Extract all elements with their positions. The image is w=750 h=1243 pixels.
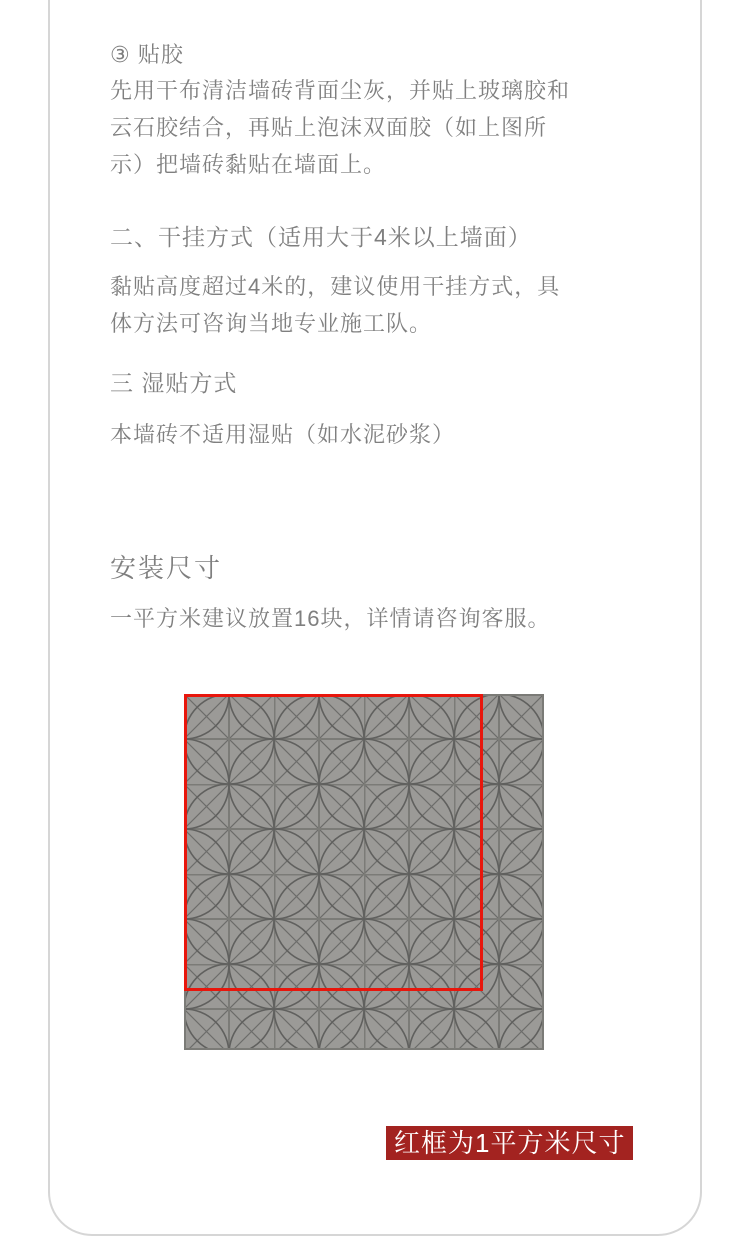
step3-glue-instructions: 先用干布清洁墙砖背面尘灰，并贴上玻璃胶和云石胶结合，再贴上泡沫双面胶（如上图所示）把墙砖黏贴在墙面上。 [110, 78, 571, 177]
dry-hang-method-body: 黏贴高度超过4米的，建议使用干挂方式，具体方法可咨询当地专业施工队。 [110, 274, 561, 336]
wet-paste-method-body: 本墙砖不适用湿贴（如水泥砂浆） [110, 422, 456, 447]
dry-hang-method-heading: 二、干挂方式（适用大于4米以上墙面） [110, 224, 532, 250]
tile-swatch [184, 694, 544, 1050]
step3-glue-heading: ③ 贴胶 [110, 42, 184, 67]
wet-paste-method-heading: 三 湿贴方式 [110, 370, 238, 396]
install-size-body: 一平方米建议放置16块，详情请咨询客服。 [110, 606, 551, 631]
tile-pattern-figure [184, 694, 544, 1050]
red-frame-caption-badge: 红框为1平方米尺寸 [386, 1126, 633, 1160]
install-size-title: 安装尺寸 [110, 553, 223, 583]
tile-pattern-image [184, 694, 544, 1050]
